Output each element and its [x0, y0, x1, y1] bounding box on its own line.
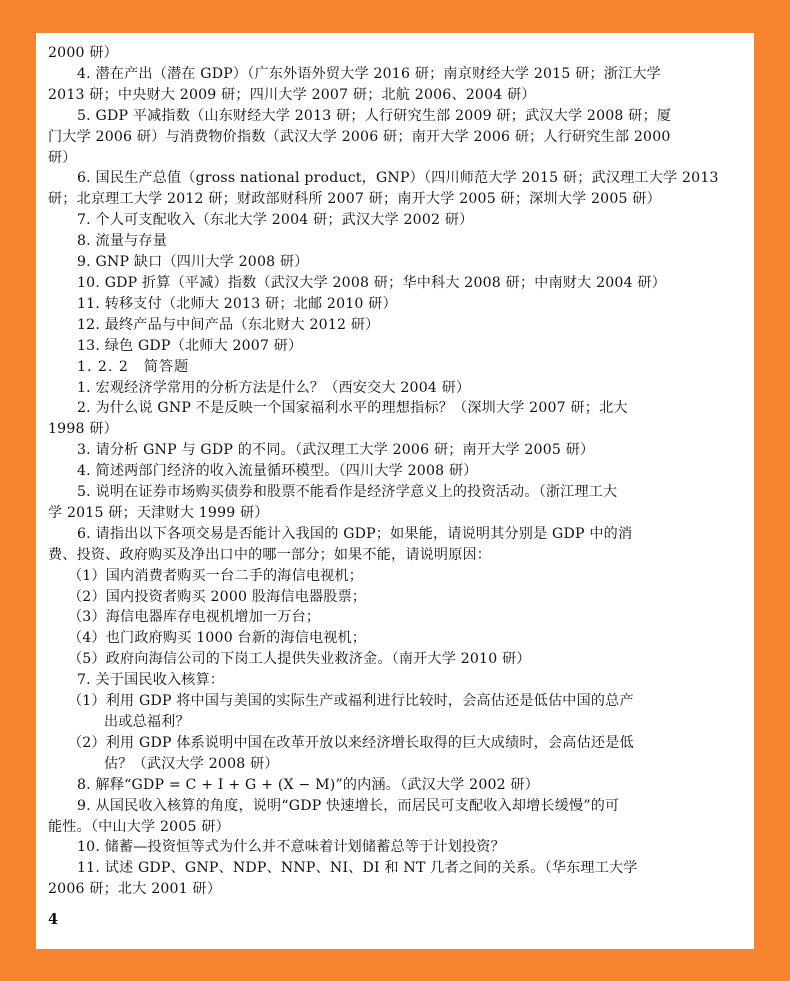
text-line: 研；北京理工大学 2012 研；财政部财科所 2007 研；南开大学 2005 研；深圳大学 2005 研）	[48, 191, 661, 208]
text-line: 7. 个人可支配收入（东北大学 2004 研；武汉大学 2002 研）	[77, 212, 474, 229]
text-line: 11. 转移支付（北师大 2013 研；北邮 2010 研）	[77, 295, 397, 312]
text-line: 门大学 2006 研）与消费物价指数（武汉大学 2006 研；南开大学 2006 研；人行研究生部 2000	[48, 128, 671, 145]
text-line: 研）	[48, 149, 77, 166]
text-line: 9. 从国民收入核算的角度，说明“GDP 快速增长，而居民可支配收入却增长缓慢”的可	[77, 797, 620, 814]
text-line: 2013 研；中央财大 2009 研；四川大学 2007 研；北航 2006、2004 研）	[48, 86, 536, 103]
text-line: 9. GNP 缺口（四川大学 2008 研）	[77, 254, 309, 271]
text-line: 4. 潜在产出（潜在 GDP）（广东外语外贸大学 2016 研；南京财经大学 2015 研；浙江大学	[77, 65, 661, 82]
text-line: （1）国内消费者购买一台二手的海信电视机；	[68, 567, 364, 584]
text-line: 能性。（中山大学 2005 研）	[48, 818, 230, 835]
text-line: （1）利用 GDP 将中国与美国的实际生产或福利进行比较时，会高估还是低估中国的总产	[68, 693, 634, 710]
text-line: 5. GDP 平减指数（山东财经大学 2013 研；人行研究生部 2009 研；武汉大学 2008 研；厦	[77, 107, 672, 124]
text-line: （4）也门政府购买 1000 台新的海信电视机；	[68, 630, 367, 647]
text-line: 4. 简述两部门经济的收入流量循环模型。（四川大学 2008 研）	[77, 463, 478, 480]
text-line: 12. 最终产品与中间产品（东北财大 2012 研）	[77, 316, 380, 333]
text-line: 2000 研）	[48, 45, 118, 61]
text-line: 6. 请指出以下各项交易是否能计入我国的 GDP；如果能，请说明其分别是 GDP 中的消	[77, 525, 633, 542]
text-line: 10. GDP 折算（平减）指数（武汉大学 2008 研；华中科大 2008 研；中南财大 2004 研）	[77, 274, 667, 291]
text-body	[48, 43, 742, 900]
text-line: 5. 说明在证券市场购买债券和股票不能看作是经济学意义上的投资活动。（浙江理工大	[77, 484, 618, 501]
text-line: 10. 储蓄—投资恒等式为什么并不意味着计划储蓄总等于计划投资？	[77, 839, 505, 856]
document-page	[36, 33, 754, 949]
page-number: 4	[48, 911, 59, 928]
text-line: 11. 试述 GDP、GNP、NDP、NNP、NI、DI 和 NT 几者之间的关系。（华东理工大学	[77, 860, 638, 877]
text-line: 学 2015 研；天津财大 1999 研）	[48, 504, 269, 521]
text-line: 估？（武汉大学 2008 研）	[104, 755, 279, 772]
text-line: 8. 流量与存量	[77, 233, 167, 250]
text-line: 13. 绿色 GDP（北师大 2007 研）	[77, 337, 303, 354]
text-line: 2006 研；北大 2001 研）	[48, 881, 222, 898]
text-line: 6. 国民生产总值（gross national product，GNP）（四川师范大学 2015 研；武汉理工大学 2013	[77, 170, 719, 187]
text-line: 1998 研）	[48, 421, 118, 438]
text-line: （3）海信电器库存电视机增加一万台；	[68, 609, 321, 626]
text-line: 8. 解释“GDP = C + I + G + (X − M)”的内涵。（武汉大学 2002 研）	[77, 776, 540, 793]
text-line: 1. 宏观经济学常用的分析方法是什么？（西安交大 2004 研）	[77, 379, 471, 396]
text-line: （2）国内投资者购买 2000 股海信电器股票；	[68, 588, 367, 605]
text-line: 费、投资、政府购买及净出口中的哪一部分；如果不能，请说明原因：	[48, 546, 492, 563]
text-line: （5）政府向海信公司的下岗工人提供失业救济金。（南开大学 2010 研）	[68, 651, 531, 668]
text-line: 3. 请分析 GNP 与 GDP 的不同。（武汉理工大学 2006 研；南开大学 2005 研）	[77, 442, 595, 459]
text-line: （2）利用 GDP 体系说明中国在改革开放以来经济增长取得的巨大成绩时，会高估还是低	[68, 734, 634, 751]
section-heading: 1. 2. 2 简答题	[77, 358, 190, 375]
text-line: 7. 关于国民收入核算：	[77, 672, 225, 689]
text-line: 出或总福利？	[104, 714, 190, 730]
text-line: 2. 为什么说 GNP 不是反映一个国家福利水平的理想指标？（深圳大学 2007 研；北大	[77, 400, 628, 417]
